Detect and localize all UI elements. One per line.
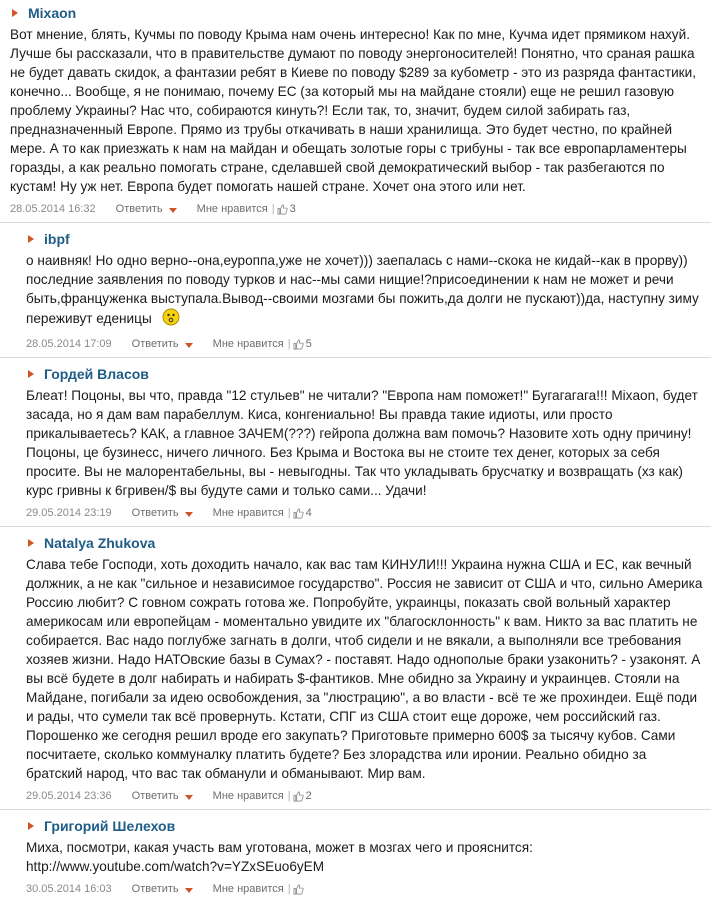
orange-arrow-icon [26,369,36,379]
reply-button[interactable]: Ответить [131,507,179,519]
like-button[interactable]: Мне нравится [212,790,284,802]
comment-header [10,2,703,24]
reply-caret-icon[interactable] [185,795,193,800]
comment-author[interactable]: Mixaon [28,5,77,21]
comment-header [26,815,703,837]
comment [0,0,711,218]
separator: | [271,203,275,215]
like-button[interactable]: Мне нравится [212,883,284,895]
like-count: 4 [305,507,312,519]
comment-text-body: о наивняк! Но одно верно--она,еуроппа,уже не хочет))) заепалась с нами--скока не кидай--как в прорву)) последние заявления по поводу турков и нас--мы сами нищие!?присоединении к нам не может и речи быть,француженка выступала.Вывод--своими мозгами бы пожить,да долги не пускают))да, наступну зиму переживут еденицы [26,253,699,327]
reply-caret-icon[interactable] [185,343,193,348]
comment-author[interactable]: Natalya Zhukova [44,535,156,551]
comment-meta [26,504,703,522]
comment-header [26,228,703,250]
comment-author[interactable]: Григорий Шелехов [44,818,176,834]
comment-date: 28.05.2014 17:09 [26,338,112,350]
reply-caret-icon[interactable] [169,208,177,213]
comment-meta [10,200,703,218]
thumbs-up-icon[interactable] [293,508,304,519]
thumbs-up-icon[interactable] [293,339,304,350]
comment-date: 30.05.2014 16:03 [26,883,112,895]
comment [0,357,711,522]
comment-date: 29.05.2014 23:19 [26,507,112,519]
separator: | [287,338,291,350]
reply-caret-icon[interactable] [185,512,193,517]
like-count: 5 [305,338,312,350]
comment-text: Вот мнение, блять, Кучмы по поводу Крыма нам очень интересно! Как по мне, Кучма идет прямиком нахуй. Лучше бы рассказали, что в правительстве думают по поводу энергоносителей! Понятно, что сраная рашка не будет давать скидок, а фантазии ребят в Киеве по поводу $289 за кубометр - это из разряда фантастики, конечно... Вообще, я не понимаю, почему ЕС (за который мы на майдане стояли) еще не решил газовую проблему Украины? Нас что, собираются кинуть?! Если так, то, значит, будем силой забирать газ, предназначенный Европе. Прямо из трубы откачивать в наши хранилища. Это будет честно, по крайней мере. А то как приезжать к нам на майдан и обещать золотые горы с трибуны - так все европарламентеры горазды, а как реально помогать стране, сделавшей свой демократический выбор - так разбегаются по кустам! Ну уж нет. Европа будет помогать нашей стране. Хочет она этого или нет. [10,27,696,194]
orange-arrow-icon [26,234,36,244]
comment-author[interactable]: ibpf [44,231,70,247]
youtube-link[interactable]: http://www.youtube.com/watch?v=YZxSEuo6yEM [26,859,325,874]
reply-button[interactable]: Ответить [131,883,179,895]
comment-header [26,363,703,385]
reply-button[interactable]: Ответить [131,790,179,802]
orange-arrow-icon [10,8,20,18]
like-button[interactable]: Мне нравится [212,507,284,519]
thumbs-up-icon[interactable] [293,791,304,802]
comment-text-body: Миха, посмотри, какая участь вам уготована, может в мозгах чего и прояснится: [26,840,533,855]
like-count: 2 [305,790,312,802]
reply-button[interactable]: Ответить [131,338,179,350]
comment [0,526,711,805]
reply-button[interactable]: Ответить [115,203,163,215]
separator: | [287,507,291,519]
comment-header [26,532,703,554]
smiley-icon [162,308,180,331]
thumbs-up-icon[interactable] [293,884,304,895]
comment-text: Блеат! Поцоны, вы что, правда "12 стульев" не читали? "Европа нам поможет!" Бугагагага!!! Mixaon, будет засада, но я дам вам парабеллум. Киса, конгениально! Вы правда такие идиоты, или просто прикалываетесь? КАК, а главное ЗАЧЕМ(???) гейропа должна вам помочь? Назовите хоть одну причину! Поцоны, це бузинесс, ничего личного. Без Крыма и Востока вы не стоите тех денег, которых за себя просите. Вы не малорентабельны, вы - невыгодны. Так что укладывать брусчатку и возвращать (хз как) курс гривны к 6гривен/$ вы будуте сами и только сами... Удачи! [26,388,698,498]
comment-meta [26,335,703,353]
like-button[interactable]: Мне нравится [212,338,284,350]
comment-meta [26,787,703,805]
orange-arrow-icon [26,538,36,548]
orange-arrow-icon [26,821,36,831]
comment-meta [26,880,703,898]
comment-author[interactable]: Гордей Власов [44,366,149,382]
comment [0,809,711,898]
reply-caret-icon[interactable] [185,888,193,893]
comment-text: Слава тебе Господи, хоть доходить начало, как вас там КИНУЛИ!!! Украина нужна США и ЕС, как вечный должник, а не как "сильное и независимое государство". Россия не зависит от США и что, сильно Америка Россию любит? С говном сожрать готова же. Попробуйте, украинцы, показать свой вольный характер америкосам или европейцам - моментально увидите их "благосклонность" к вам. Никто за вас платить не собирается. Вас надо поглубже загнать в долги, чтоб сидели и не вякали, а выполняли все требования хозяев жизни. Надо НАТОвские базы в Сумах? - поставят. Надо однополые браки узаконить? - узаконят. А вы всё будете в долг набирать и набирать $-фантиков. Мне обидно за Украину и украинцев. Стояли на Майдане, погибали за идею освобождения, за "люстрацию", а во власти - всё те же прохиндеи. Ещё поди и рады, что сумели так всё провернуть. Кстати, СПГ из США стоит еще дороже, чем российский газ. Порошенко же сегодня решил вроде его закупать? Приготовьте примерно 600$ за тысячу кубов. Сами посчитаете, сколько коммуналку платить будете? Без злорадства или иронии. Реально обидно за братский народ, что вас так обманули и обманывают. Мир вам. [26,557,703,781]
thumbs-up-icon[interactable] [277,204,288,215]
like-count: 3 [289,203,296,215]
separator: | [287,790,291,802]
separator: | [287,883,291,895]
comment-text [26,251,703,331]
comment [0,222,711,353]
like-button[interactable]: Мне нравится [196,203,268,215]
comment-date: 29.05.2014 23:36 [26,790,112,802]
comment-date: 28.05.2014 16:32 [10,203,96,215]
comment-text [26,838,703,876]
